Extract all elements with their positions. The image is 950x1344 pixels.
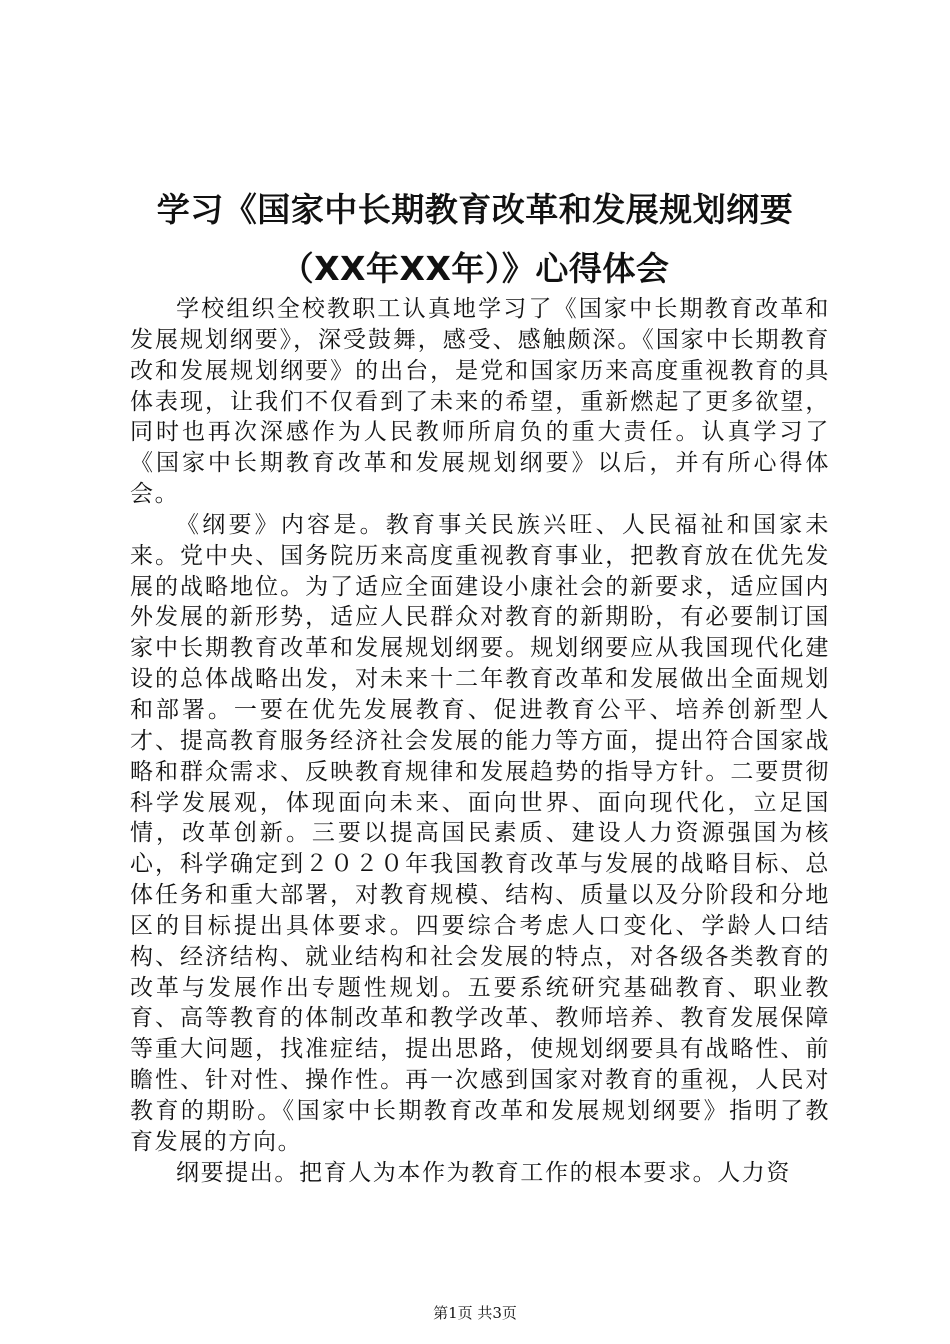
document-title-line-1: 学习《国家中长期教育改革和发展规划纲要 bbox=[156, 190, 794, 229]
page-number-footer: 第1页 共3页 bbox=[433, 1304, 517, 1322]
document-body bbox=[130, 294, 830, 1188]
document-title-line-2: （XX年XX年）》心得体会 bbox=[280, 249, 670, 288]
paragraph-3: 纲要提出。把育人为本作为教育工作的根本要求。人力资 bbox=[176, 1159, 791, 1186]
paragraph-1: 学校组织全校教职工认真地学习了《国家中长期教育改革和发展规划纲要》，深受鼓舞，感受、感触颇深。《国家中长期教育改和发展规划纲要》的出台，是党和国家历来高度重视教育的具体表现，让我们不仅看到了未来的希望，重新燃起了更多欲望，同时也再次深感作为人民教师所肩负的重大责任。认真学习了《国家中长期教育改革和发展规划纲要》以后，并有所心得体会。 bbox=[130, 296, 830, 508]
paragraph-2: 《纲要》内容是。教育事关民族兴旺、人民福祉和国家未来。党中央、国务院历来高度重视教育事业，把教育放在优先发展的战略地位。为了适应全面建设小康社会的新要求，适应国内外发展的新形势，适应人民群众对教育的新期盼，有必要制订国家中长期教育改革和发展规划纲要。规划纲要应从我国现代化建设的总体战略出发，对未来十二年教育改革和发展做出全面规划和部署。一要在优先发展教育、促进教育公平、培养创新型人才、提高教育服务经济社会发展的能力等方面，提出符合国家战略和群众需求、反映教育规律和发展趋势的指导方针。二要贯彻科学发展观，体现面向未来、面向世界、面向现代化，立足国情，改革创新。三要以提高国民素质、建设人力资源强国为核心，科学确定到２０２０年我国教育改革与发展的战略目标、总体任务和重大部署，对教育规模、结构、质量以及分阶段和分地区的目标提出具体要求。四要综合考虑人口变化、学龄人口结构、经济结构、就业结构和社会发展的特点，对各级各类教育的改革与发展作出专题性规划。五要系统研究基础教育、职业教育、高等教育的体制改革和教学改革、教师培养、教育发展保障等重大问题，找准症结，提出思路，使规划纲要具有战略性、前瞻性、针对性、操作性。再一次感到国家对教育的重视，人民对教育的期盼。《国家中长期教育改革和发展规划纲要》指明了教育发展的方向。 bbox=[130, 511, 830, 1155]
